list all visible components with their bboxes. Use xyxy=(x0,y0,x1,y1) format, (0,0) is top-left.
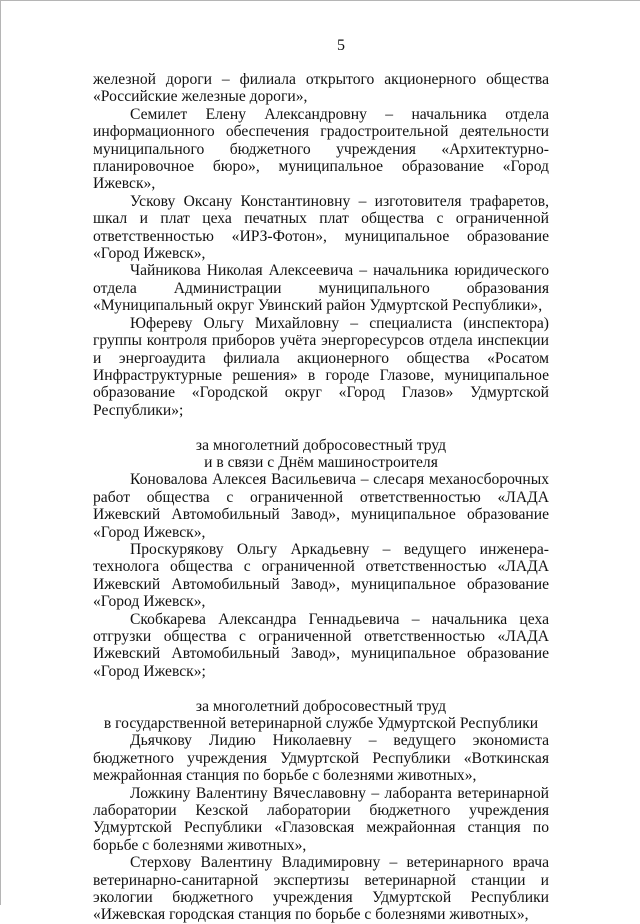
spacer xyxy=(93,680,549,697)
section-heading: за многолетний добросовестный труд xyxy=(195,697,447,715)
continuation-paragraph: железной дороги – филиала открытого акционерного общества «Российские железные дороги», xyxy=(93,71,549,106)
section-subheading: в государственной ветеринарной службе Удмуртской Республики xyxy=(103,715,539,732)
section-subheading: и в связи с Днём машиностроителя xyxy=(204,453,438,471)
award-entry: Скобкарева Александра Геннадьевича – начальника цеха отгрузки общества с ограниченной ответственностью «ЛАДА Ижевский Автомобильный Завод», муниципальное образование «Город Ижевск»; xyxy=(93,610,549,680)
spacer xyxy=(93,419,549,436)
award-entry: Ложкину Валентину Вячеславовну – лаборанта ветеринарной лаборатории Кезской лаборатории бюджетного учреждения Удмуртской Республики «Глазовская межрайонная станция по борьбе с болезнями животных», xyxy=(93,784,549,854)
award-entry: Юфереву Ольгу Михайловну – специалиста (инспектора) группы контроля приборов учёта энергоресурсов отдела инспекции и энергоаудита филиала акционерного общества «Росатом Инфраструктурные решения» в городе Глазове, муниципальное образование «Городской округ «Город Глазов» Удмуртской Республики»; xyxy=(93,314,549,419)
document-body xyxy=(93,71,549,924)
award-entry: Стерхову Валентину Владимировну – ветеринарного врача ветеринарно-санитарной экспертизы ветеринарной станции и экологии бюджетного учреждения Удмуртской Республики «Ижевская городская станция по борьбе с болезнями животных», xyxy=(93,854,549,924)
award-entry: Коновалова Алексея Васильевича – слесаря механосборочных работ общества с ограниченной ответственностью «ЛАДА Ижевский Автомобильный Завод», муниципальное образование «Город Ижевск», xyxy=(93,471,549,541)
page-number: 5 xyxy=(337,37,345,54)
award-entry: Проскурякову Ольгу Аркадьевну – ведущего инженера-технолога общества с ограниченной ответственностью «ЛАДА Ижевский Автомобильный Завод», муниципальное образование «Город Ижевск», xyxy=(93,540,549,611)
award-entry: Чайникова Николая Алексеевича – начальника юридического отдела Администрации муниципального образования «Муниципальный округ Увинский район Удмуртской Республики», xyxy=(93,262,549,315)
section-heading: за многолетний добросовестный труд xyxy=(195,436,447,454)
award-entry: Ускову Оксану Константиновну – изготовителя трафаретов, шкал и плат цеха печатных плат общества с ограниченной ответственностью «ИРЗ-Фотон», муниципальное образование «Город Ижевск», xyxy=(93,192,549,263)
award-entry: Семилет Елену Александровну – начальника отдела информационного обеспечения градостроительной деятельности муниципального бюджетного учреждения «Архитектурно-планировочное бюро», муниципальное образование «Город Ижевск», xyxy=(93,105,549,193)
award-entry: Дьячкову Лидию Николаевну – ведущего экономиста бюджетного учреждения Удмуртской Республики «Воткинская межрайонная станция по борьбе с болезнями животных», xyxy=(93,732,549,785)
